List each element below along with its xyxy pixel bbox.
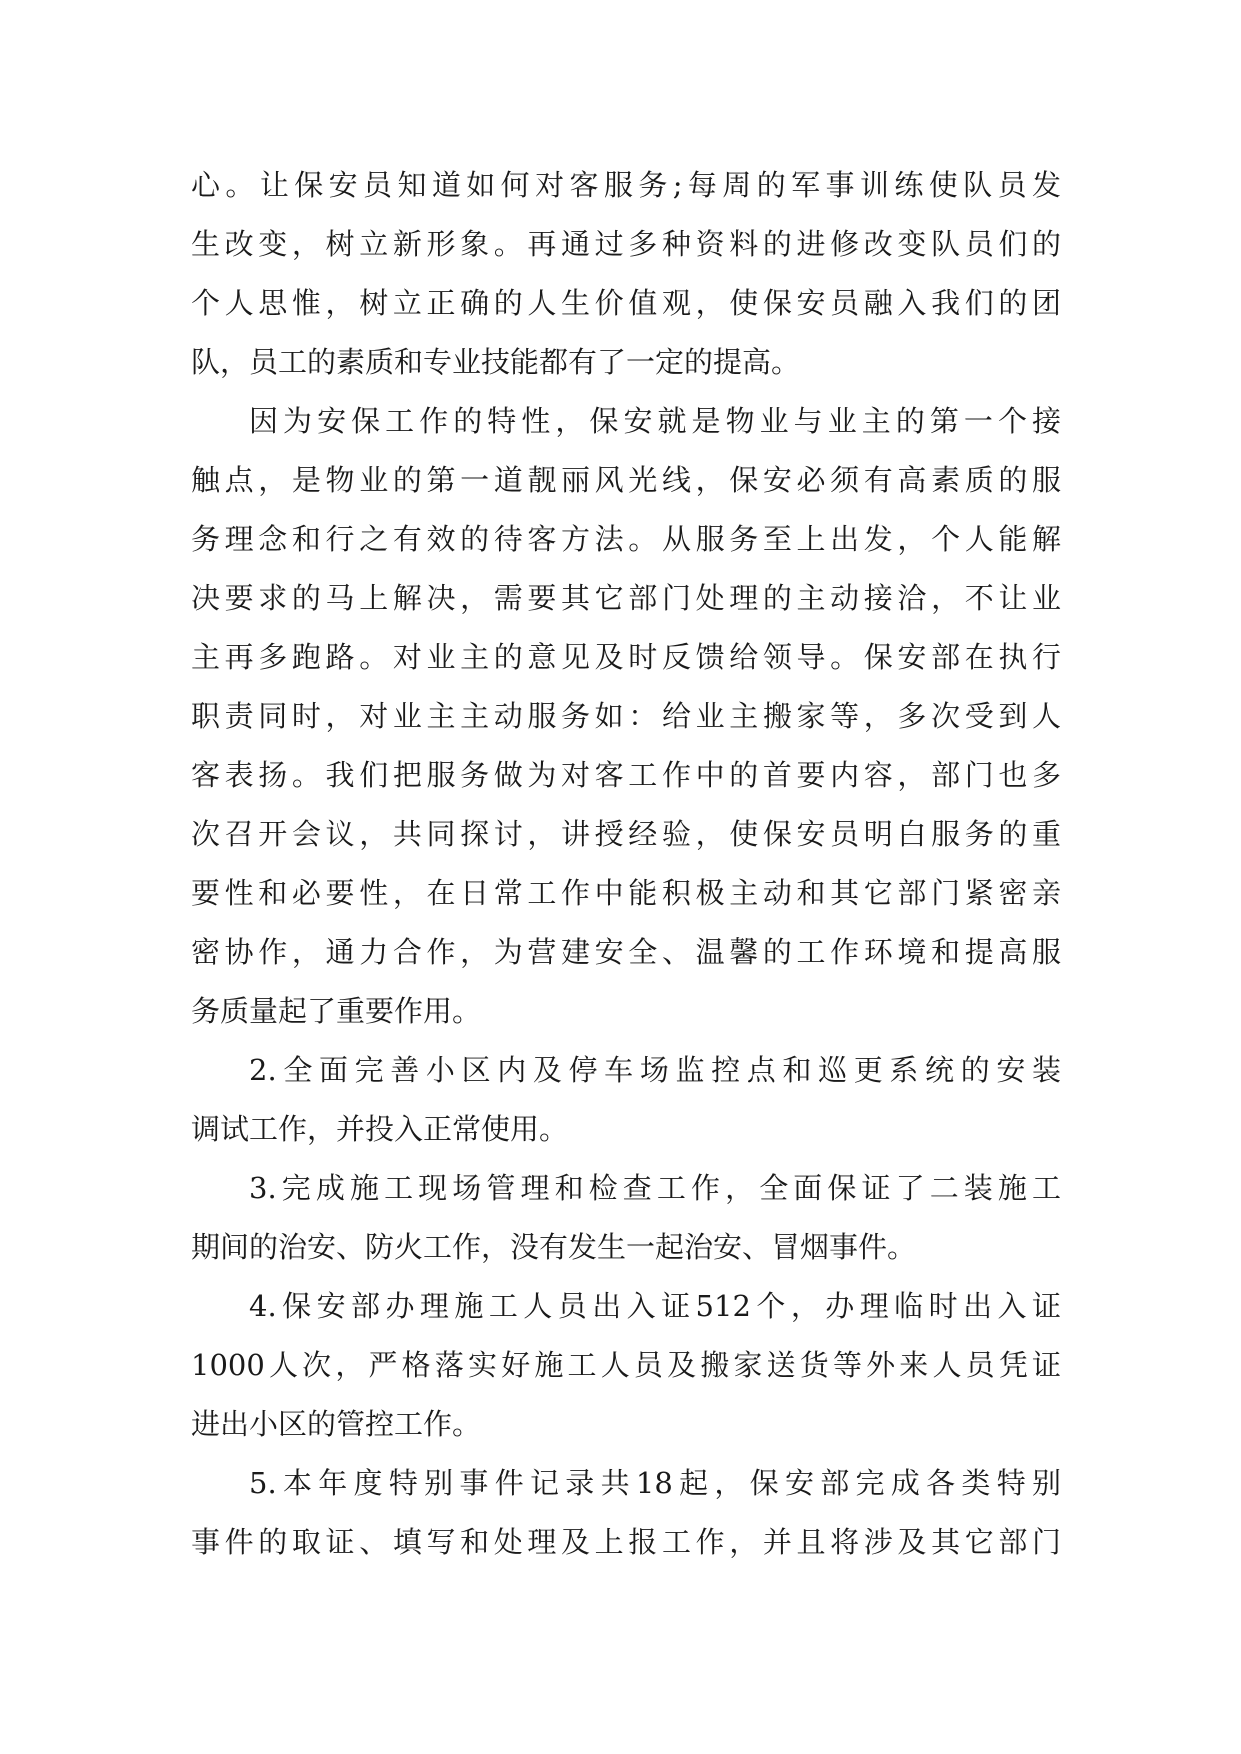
text-line: 期间的治安、防火工作，没有发生一起治安、冒烟事件。 <box>191 1230 917 1264</box>
text-line: 主再多跑路。对业主的意见及时反馈给领导。保安部在执行 <box>191 640 1061 674</box>
text-line: 次召开会议，共同探讨，讲授经验，使保安员明白服务的重 <box>191 817 1061 851</box>
text-line: 队，员工的素质和专业技能都有了一定的提高。 <box>191 345 801 379</box>
list-item-2: 2.全面完善小区内及停车场监控点和巡更系统的安装 <box>249 1053 1061 1087</box>
text-line: 决要求的马上解决，需要其它部门处理的主动接洽，不让业 <box>191 581 1061 615</box>
list-item-4: 4.保安部办理施工人员出入证512个，办理临时出入证 <box>249 1289 1061 1323</box>
text-line: 务质量起了重要作用。 <box>191 994 482 1028</box>
list-item-5: 5.本年度特别事件记录共18起，保安部完成各类特别 <box>249 1466 1061 1500</box>
list-item-3: 3.完成施工现场管理和检查工作，全面保证了二装施工 <box>249 1171 1061 1205</box>
text-line: 职责同时，对业主主动服务如：给业主搬家等，多次受到人 <box>191 699 1061 733</box>
text-line: 密协作，通力合作，为营建安全、温馨的工作环境和提高服 <box>191 935 1061 969</box>
document-body <box>191 156 1061 1572</box>
text-line: 1000人次，严格落实好施工人员及搬家送货等外来人员凭证 <box>191 1348 1061 1382</box>
text-line: 生改变，树立新形象。再通过多种资料的进修改变队员们的 <box>191 227 1061 261</box>
text-line: 个人思惟，树立正确的人生价值观，使保安员融入我们的团 <box>191 286 1061 320</box>
text-line: 事件的取证、填写和处理及上报工作，并且将涉及其它部门 <box>191 1525 1061 1559</box>
text-line: 心。让保安员知道如何对客服务;每周的军事训练使队员发 <box>191 168 1061 202</box>
text-line: 调试工作，并投入正常使用。 <box>191 1112 569 1146</box>
text-line: 务理念和行之有效的待客方法。从服务至上出发，个人能解 <box>191 522 1061 556</box>
text-line: 客表扬。我们把服务做为对客工作中的首要内容，部门也多 <box>191 758 1061 792</box>
text-line: 触点，是物业的第一道靓丽风光线，保安必须有高素质的服 <box>191 463 1061 497</box>
text-line: 进出小区的管控工作。 <box>191 1407 482 1441</box>
text-line: 要性和必要性，在日常工作中能积极主动和其它部门紧密亲 <box>191 876 1061 910</box>
paragraph-first-line: 因为安保工作的特性，保安就是物业与业主的第一个接 <box>249 404 1061 438</box>
